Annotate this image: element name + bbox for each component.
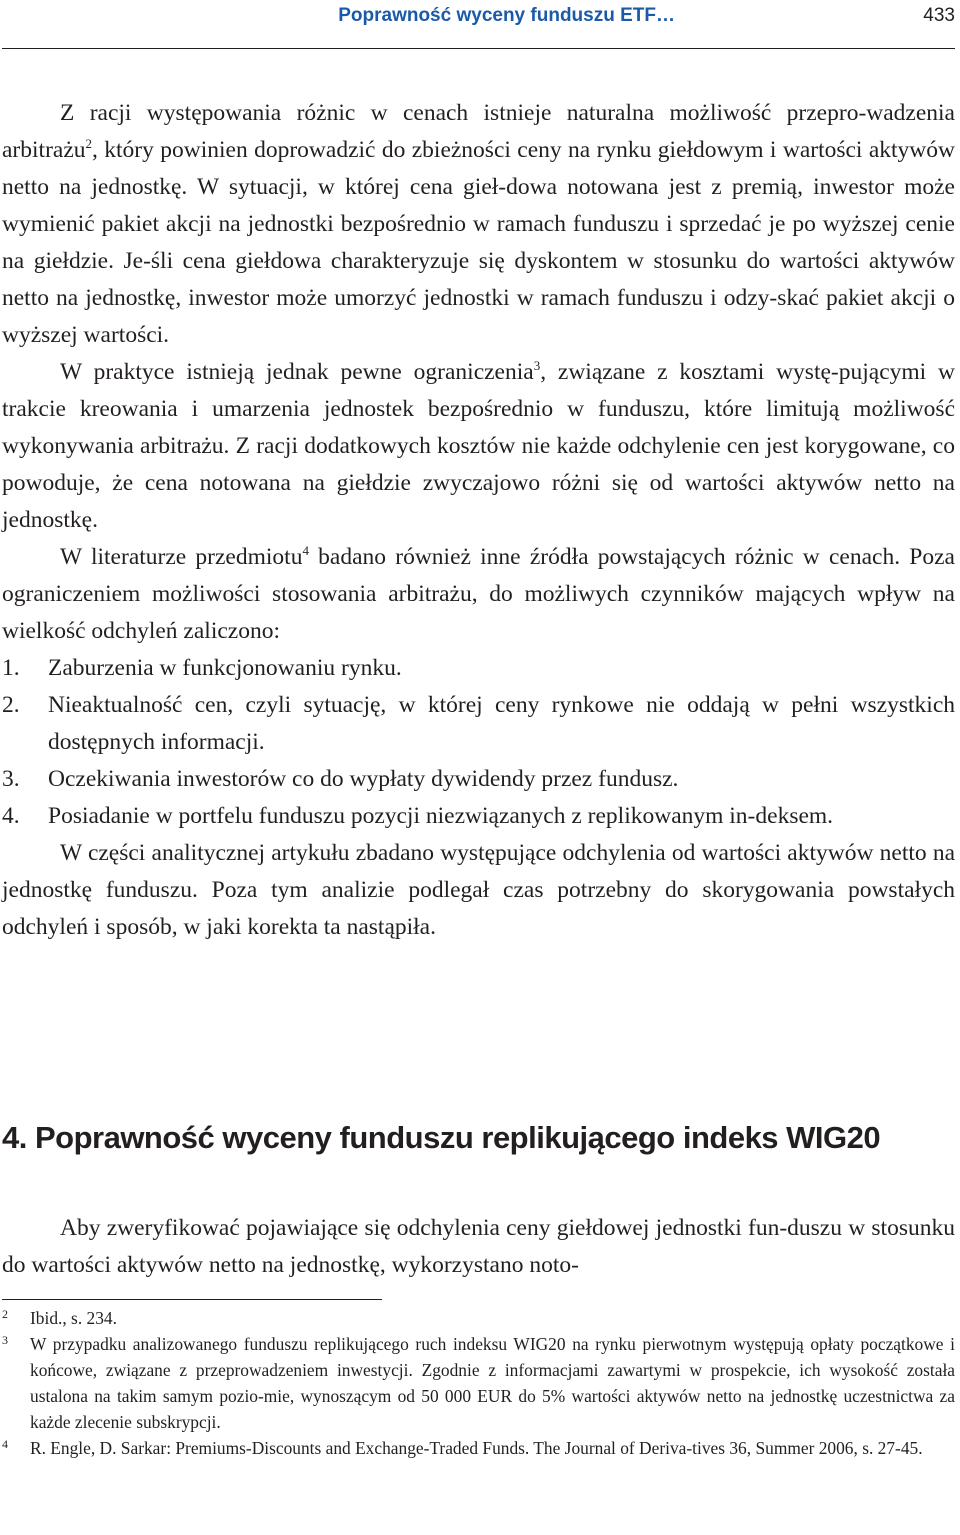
paragraph-literature: W literaturze przedmiotu$^4$ badano również inne źródła powstających różnic w cenach. Poza ograniczeniem możliwości stosowania arbitrażu, do możliwych czynników mających wpływ na wielkość odchyleń zaliczono:	[2, 543, 955, 644]
main-text	[2, 95, 955, 946]
page-number: 433	[923, 5, 955, 26]
footnote-ref-4: 4	[302, 543, 309, 558]
footnote-3: 3 W przypadku analizowanego funduszu replikującego ruch indeksu WIG20 na rynku pierwotnym występują opłaty początkowe i końcowe, związane z przeprowadzeniem inwestycji. Zgodnie z informacjami zawartymi w prospekcie, ich wysokość została ustalona na takim samym pozio-mie, wynoszącym od 50 000 EUR do 5% wartości aktywów netto na jednostkę uczestnictwa za każde zlecenie subskrypcji.	[2, 1333, 955, 1432]
list-item: 4. Posiadanie w portfelu funduszu pozycji niezwiązanych z replikowanym in-deksem.	[2, 803, 834, 829]
paragraph-verification: Aby zweryfikować pojawiające się odchylenia ceny giełdowej jednostki fun-duszu w stosunku do wartości aktywów netto na jednostkę, wykorzystano noto-	[2, 1215, 955, 1278]
header-rule	[2, 48, 955, 49]
section-heading: 4. Poprawność wyceny funduszu replikującego indeks WIG20	[2, 1120, 881, 1155]
paragraph-arbitrage: Z racji występowania różnic w cenach istnieje naturalna możliwość przepro-wadzenia arbitrażu$^2$, który powinien doprowadzić do zbieżności ceny na rynku giełdowym i wartości aktywów netto na jednostkę. W sytuacji, w której cena gieł-dowa notowana jest z premią, inwestor może wymienić pakiet akcji na jednostki bezpośrednio w ramach funduszu i sprzedać je po wyższej cenie na giełdzie. Je-śli cena giełdowa charakteryzuje się dyskontem w stosunku do wartości aktywów netto na jednostkę, inwestor może umorzyć jednostki w ramach funduszu i odzy-skać pakiet akcji o wyższej wartości.	[2, 100, 955, 348]
paragraph-limitations: W praktyce istnieją jednak pewne ograniczenia$^3$, związane z kosztami wystę-pującymi w trakcie kreowania i umarzenia jednostek bezpośrednio w funduszu, które limitują możliwość wykonywania arbitrażu. Z racji dodatkowych kosztów nie każde odchylenie cen jest korygowane, co powoduje, że cena notowana na giełdzie zwyczajowo różni się od wartości aktywów netto na jednostkę.	[2, 358, 955, 533]
footnote-ref-2: 2	[85, 136, 93, 151]
factors-list	[2, 650, 955, 835]
footnote-2: 2 Ibid., s. 234.	[2, 1307, 117, 1328]
footnote-4: 4 R. Engle, D. Sarkar: Premiums-Discounts and Exchange-Traded Funds. The Journal of Deriva-tives 36, Summer 2006, s. 27-45.	[2, 1437, 923, 1458]
running-title: Poprawność wyceny funduszu ETF…	[338, 5, 675, 26]
list-item: 1. Zaburzenia w funkcjonowaniu rynku.	[2, 655, 402, 681]
footnotes	[2, 1305, 955, 1461]
running-header	[0, 0, 955, 40]
section-text	[2, 1210, 955, 1284]
footnote-ref-3: 3	[533, 358, 541, 373]
list-item: 3. Oczekiwania inwestorów co do wypłaty dywidendy przez fundusz.	[2, 766, 679, 792]
paragraph-analysis: W części analitycznej artykułu zbadano występujące odchylenia od wartości aktywów netto na jednostkę funduszu. Poza tym analizie podlegał czas potrzebny do skorygowania powstałych odchyleń i sposób, w jaki korekta ta nastąpiła.	[2, 840, 955, 940]
footnote-rule	[2, 1299, 382, 1300]
list-item: 2. Nieaktualność cen, czyli sytuację, w której ceny rynkowe nie oddają w pełni wszystkich dostępnych informacji.	[2, 692, 955, 755]
